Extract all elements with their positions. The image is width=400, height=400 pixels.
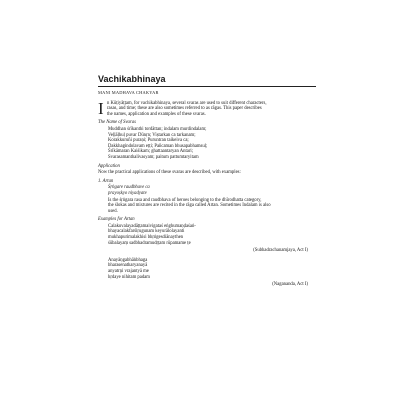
- example-citation-2: (Nagananda, Act I): [272, 282, 308, 288]
- paper-title: Vachikabhinaya: [98, 74, 166, 84]
- verse-line: śūbalayaṃ sadbhadramudṛṭam rūpamame ṭe: [108, 240, 191, 246]
- artan-verse: [98, 185, 316, 196]
- names-verse: [98, 127, 316, 161]
- intro-paragraph: [98, 98, 316, 118]
- examples-heading: Examples for Artan: [98, 217, 135, 223]
- verse-line: Svarasamanthalivasyam; paitum pattumtaryitam: [108, 154, 199, 160]
- intro-line: rasas, and time; these are also sometimes referred to as rāgas. This paper describes: [107, 106, 262, 112]
- application-heading: Application: [98, 163, 120, 169]
- verse-line: mukhapurimalakhisi bhṛṅgesdiānaythen: [108, 235, 184, 241]
- verse-line: Śṛṅgare raudbhave ca: [108, 185, 150, 191]
- verse-line: prayoṣkyo niyadyate: [108, 190, 147, 196]
- artan-paragraph: [98, 198, 316, 215]
- application-text: Now the practical applications of these svaras are described, with examples:: [98, 170, 241, 176]
- drop-cap: I: [98, 98, 104, 118]
- verse-line: Calakuvalayadāṭṭamaivigataś eṅghumaṇḍaśaṅ-: [108, 223, 196, 229]
- title-rule: [98, 86, 316, 87]
- intro-line: the names, application and examples of these svaras.: [107, 111, 206, 117]
- author-name: MANI MADHAVA CHAKYAR: [98, 90, 159, 95]
- artan-heading: 1. Artan: [98, 178, 114, 184]
- paragraph-line: the ślokas and mixtures are recited in the rāga called Artan. Sometimes Indalam is also: [108, 203, 271, 209]
- verse-line: Muddhan śrīkanthi tordāttan; indalam murdindalam;: [108, 126, 207, 132]
- paper-page: [98, 74, 316, 384]
- verse-line: Korakkuruñi puraṇi; Puruntran taikeiva ca;: [108, 138, 189, 144]
- example-verse-1: [98, 224, 316, 246]
- example-verse-2: [98, 258, 316, 280]
- names-heading: The Name of Svaras: [98, 120, 136, 126]
- verse-line: bharasenatharyanayā: [108, 263, 148, 269]
- verse-line: hṛdaye nihitam padam: [108, 274, 150, 280]
- verse-line: Śrīkāmaran Kaiśikam; ghattaantaryan Antari;: [108, 149, 193, 155]
- paragraph-line: Is the śṛṅgara rasa and raudbhava of heroes belonging to the dhīrodhatta category,: [108, 197, 262, 203]
- verse-line: anyatrņi vrajantyā me: [108, 269, 149, 275]
- intro-line: n Kūṭiyāṭṭam, for vachikabhinaya, several svaras are used to suit different characters,: [107, 100, 267, 106]
- example-citation-1: (Subhadrachanamjaya, Act I): [253, 248, 308, 254]
- verse-line: bhayacalakfarśiṛugunam keyurālolayanti: [108, 229, 185, 235]
- verse-line: Veḷḷāḷhuḷ puvar Dūnṛn; Viṣtarkan ca tarkanam;: [108, 132, 196, 138]
- verse-line: Dakkhagindolavam eṭṭi; Pañcaman bhusapabhamsuḷ;: [108, 143, 208, 149]
- verse-line: Anayāṇgabhāṅbhaga: [108, 257, 148, 263]
- paragraph-line: used.: [108, 208, 118, 214]
